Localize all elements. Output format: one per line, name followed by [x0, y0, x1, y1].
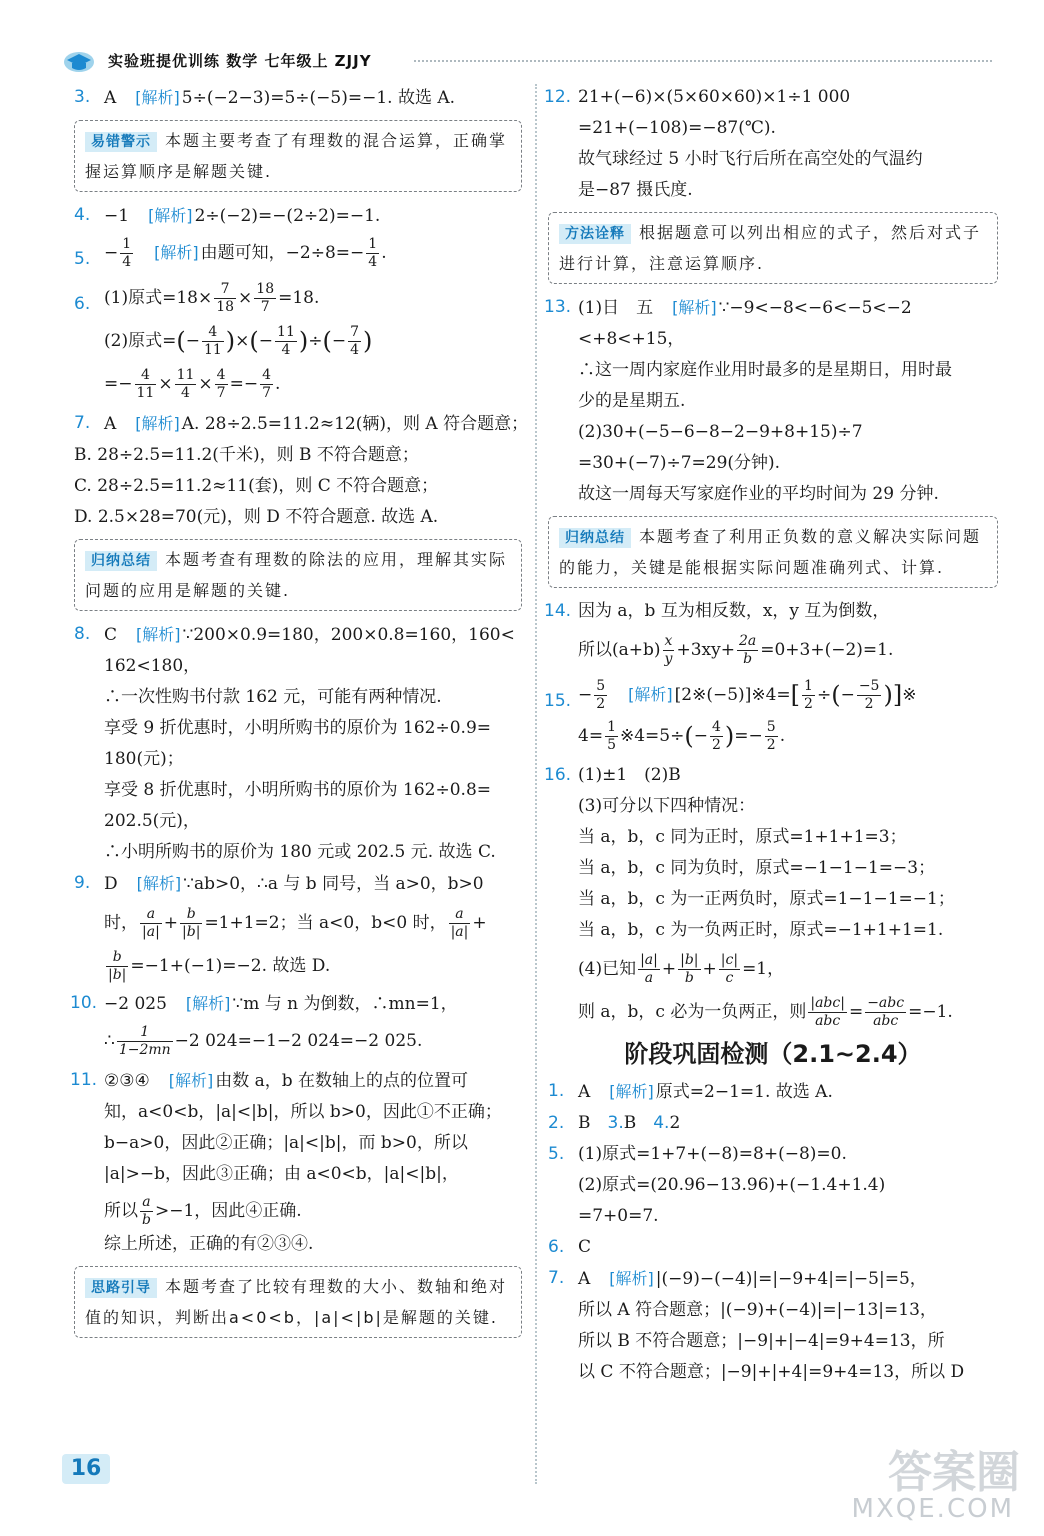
- answer-8: 8. C [解析] ∵200×0.9=180，200×0.8=160，160< 162<180， ∴一次性购书付款 162 元，可能有两种情况. 享受 9 折优惠时，小明所购书的原价为 162÷0.9= 180(元)； 享受 8 折优惠时，小明所购书的原价为 162÷0.8= 202.5(元)， ∴小明所购书的原价为 180 元或 202.5 元. 故选 C.: [74, 619, 522, 868]
- stage-answer-2-4: 2. B 3.B 4.2: [548, 1108, 998, 1139]
- question-number: 7.: [74, 413, 91, 433]
- answer-3: 3. A [解析] 5÷(−2−3)=5÷(−5)=−1. 故选 A.: [74, 82, 522, 114]
- watermark-logo: 答案圈: [888, 1447, 1020, 1498]
- header-title: 实验班提优训练 数学 七年级上 ZJJY: [108, 52, 372, 70]
- summary-label: 归纳总结: [85, 551, 157, 571]
- question-number: 11.: [70, 1070, 98, 1090]
- answer-9: 9. D [解析] ∵ab>0，∴a 与 b 同号，当 a>0，b>0 时， $\frac{a}{|a|}$ + $\frac{b}{|b|}$ =1+1=2；当 a<0，b<0 时， $\frac{a}{|a|}$ + $\frac{b}{|b|}$ =−1+(−1)=−2. 故选 D.: [74, 868, 522, 984]
- question-number: 2.: [548, 1113, 565, 1133]
- question-number: 6.: [74, 294, 91, 314]
- answer-13: 13. (1)日 五 [解析] ∵−9<−8<−6<−5<−2 <+8<+15， ∴这一周内家庭作业用时最多的是星期日，用时最 少的是星期五. (2)30+(−5−6−8−2−9+8+15)÷7 =30+(−7)÷7=29(分钟). 故这一周每天写家庭作业的平均时间为 29 分钟.: [548, 292, 998, 510]
- method-text: 根据题意可以列出相应的式子，然后对式子进行计算，注意运算顺序.: [559, 223, 982, 273]
- summary-label: 归纳总结: [559, 528, 631, 548]
- question-number: 12.: [544, 87, 572, 107]
- graduation-cap-icon: [62, 48, 96, 74]
- question-number: 7.: [548, 1268, 565, 1288]
- page-number: 16: [62, 1454, 110, 1484]
- question-number: 14.: [544, 601, 572, 621]
- page-header: [62, 44, 992, 78]
- question-number: 13.: [544, 297, 572, 317]
- answer-6: 6. (1)原式=18× $\frac{7}{18}$ × $\frac{18}{7}$ =18. (2)原式=(− $\frac{4}{11}$ )×(− $\frac{11}{4}$ )÷(− $\frac{7}{4}$ ) =− $\frac{4}{11}$ × $\frac{11}{4}$ × $\frac{4}{7}$ =− $\frac{4}{7}$ .: [74, 281, 373, 401]
- tip-label: 易错警示: [85, 132, 157, 152]
- summary-text: 本题考查有理数的除法的应用，理解其实际问题的应用是解题的关键.: [85, 550, 508, 600]
- guide-label: 思路引导: [85, 1278, 157, 1298]
- question-number: 16.: [544, 765, 572, 785]
- tip-text: 本题主要考查了有理数的混合运算，正确掌握运算顺序是解题关键.: [85, 131, 508, 181]
- question-number: 8.: [74, 624, 91, 644]
- summary-text: 本题考查了利用正负数的意义解决实际问题的能力，关键是能根据实际问题准确列式、计算.: [559, 527, 982, 577]
- tip-box: [74, 120, 522, 192]
- watermark-url: MXQE.COM: [851, 1494, 1014, 1524]
- answer-5: 5. − $\frac{1}{4}$ [解析] 由题可知，−2÷8=− $\frac{1}{4}$ .: [74, 236, 522, 271]
- analysis-tag: [解析]: [135, 88, 180, 107]
- question-number: 1.: [548, 1081, 565, 1101]
- stage-answer-6: 6. C: [548, 1232, 998, 1263]
- question-number: 3.: [74, 87, 91, 107]
- answer-14: 14. 因为 a，b 互为相反数，x，y 互为倒数， 所以(a+b) $\frac{x}{y}$ +3xy+ $\frac{2a}{b}$ =0+3+(−2)=1.: [548, 596, 998, 668]
- question-number: 9.: [74, 873, 91, 893]
- stage-answer-5: 5. (1)原式=1+7+(−8)=8+(−8)=0. (2)原式=(20.96−13.96)+(−1.4+1.4) =7+0=7.: [548, 1139, 998, 1232]
- answer-12: 12. 21+(−6)×(5×60×60)×1÷1 000 =21+(−108)=−87(℃). 故气球经过 5 小时飞行后所在高空处的气温约 是−87 摄氏度.: [548, 82, 998, 206]
- guide-box: [74, 1266, 522, 1338]
- guide-text: 本题考查了比较有理数的大小、数轴和绝对值的知识，判断出a<0<b，|a|<|b|是解题的关键.: [85, 1277, 508, 1327]
- question-number: 5.: [548, 1144, 565, 1164]
- fraction: $\frac{1}{4}$: [368, 236, 378, 270]
- answer-15: 15. − $\frac{5}{2}$ [解析] [2※(−5)]※4=[ $\frac{1}{2}$ ÷(− $\frac{-5}{2}$ )]※ 4= $\frac{1}{5}$ ※4=5÷(− $\frac{4}{2}$ )=− $\frac{5}{2}$ .: [544, 678, 917, 753]
- header-rule: [414, 60, 992, 62]
- section-title: 阶段巩固检测（2.1~2.4）: [624, 1040, 922, 1068]
- answer-11: 11. ②③④ [解析] 由数 a，b 在数轴上的点的位置可 知，a<0<b，|a|<|b|，所以 b>0，因此①不正确； b−a>0，因此②正确；|a|<|b|，而 b>0，所以 |a|>−b，因此③正确；由 a<0<b，|a|<|b|， 所以 $\frac{a}{b}$ >−1，因此④正确. 综上所述，正确的有②③④.: [74, 1065, 522, 1260]
- question-number: 6.: [548, 1237, 565, 1257]
- left-column: 3. A [解析] 5÷(−2−3)=5÷(−5)=−1. 故选 A. 易错警示 本题主要考查了有理数的混合运算，正确掌握运算顺序是解题关键. 4. −1 [解析] 2÷(−2)=−(2÷2)=−1. 5. − $\frac{1}{4}$ [解析] 由题可知，−2÷8=− $\frac{1}{4}$ . 6. (1)原式=18× $\frac{7}{18}$ × $\frac{18}{7}$ =18. (2)原式=(− $\frac{4}{11}$ )×(− $\frac{11}{4}$ )÷(− $\frac{7}{4}$ ) =− $\frac{4}{11}$ × $\frac{11}{4}$ × $\frac{4}{7}$ =− $\frac{4}{7}$ . 7. A [解析] A. 28÷2.5=11.2≈12(辆)，则 A 符合题意； B. 28÷2.5=11.2(千米)，则 B 不符合题意； C. 28÷2.5=11.2≈11(套)，则 C 不符合题意； D. 2.5×28=70(元)，则 D 不符合题意. 故选 A. 归纳总结 本题考查有理数的除法的应用，理解其实际问题的应用是解题的关键. 8. C [解析] ∵200×0.9=180，200×0.8=160，160< 162<180， ∴一次性购书付款 162 元，可能有两种情况. 享受 9 折优惠时，小明所购书的原价为 162÷0.9= 180(元)； 享受 8 折优惠时，小明所购书的原价为 162÷0.8= 202.5(元)， ∴小明所购书的原价为 180 元或 202.5 元. 故选 C. 9. D [解析] ∵ab>0，∴a 与 b 同号，当 a>0，b>0 时， $\frac{a}{|a|}$ + $\frac{b}{|b|}$ =1+1=2；当 a<0，b<0 时， $\frac{a}{|a|}$ + $\frac{b}{|b|}$ =−1+(−1)=−2. 故选 D. 10. −2 025 [解析] ∵m 与 n 为倒数，∴mn=1， ∴ $\frac{1}{1-2mn}$ −2 024=−1−2 024=−2 025. 11. ②③④ [解析] 由数 a，b 在数轴上的点的位置可 知，a<0<b，|a|<|b|，所以 b>0，因此①不正确； b−a>0，因此②正确；|a|<|b|，而 b>0，所以 |a|>−b，因此③正确；由 a<0<b，|a|<|b|， 所以 $\frac{a}{b}$ >−1，因此④正确. 综上所述，正确的有②③④. 思路引导 本题考查了比较有理数的大小、数轴和绝对值的知识，判断出a<0<b，|a|<|b|是解题的关键.: [74, 82, 522, 1346]
- method-label: 方法诠释: [559, 224, 631, 244]
- summary-box: [74, 539, 522, 611]
- answer-4: 4. −1 [解析] 2÷(−2)=−(2÷2)=−1.: [74, 200, 522, 232]
- right-column: [544, 82, 998, 1388]
- fraction: $\frac{1}{4}$: [122, 236, 132, 270]
- answer-7: 7. A [解析] A. 28÷2.5=11.2≈12(辆)，则 A 符合题意；: [74, 408, 522, 440]
- summary-box-2: [548, 516, 998, 588]
- answer-16: 16. (1)±1 (2)B (3)可分以下四种情况： 当 a，b，c 同为正时，原式=1+1+1=3； 当 a，b，c 同为负时，原式=−1−1−1=−3； 当 a，b，c 为一正两负时，原式=1−1−1=−1； 当 a，b，c 为一负两正时，原式=−1+1+1=1. (4)已知 $\frac{|a|}{a}$ + $\frac{|b|}{b}$ + $\frac{|c|}{c}$ =1， 则 a，b，c 必为一负两正，则 $\frac{\text{|abc|}}{\text{abc}}$ = $\frac{\text{−abc}}{\text{abc}}$ =−1.: [548, 760, 998, 1030]
- stage-answer-1: 1. A [解析] 原式=2−1=1. 故选 A.: [548, 1076, 998, 1108]
- question-number: 10.: [70, 993, 98, 1013]
- method-box: [548, 212, 998, 284]
- question-number: 4.: [74, 205, 91, 225]
- question-number: 15.: [544, 691, 572, 711]
- stage-answer-7: 7. A [解析] |(−9)−(−4)|=|−9+4|=|−5|=5， 所以 A 符合题意；|(−9)+(−4)|=|−13|=13， 所以 B 不符合题意；|−9|+|−4|=9+4=13，所 以 C 不符合题意；|−9|+|+4|=9+4=13，所以 D: [548, 1263, 998, 1388]
- answer-10: 10. −2 025 [解析] ∵m 与 n 为倒数，∴mn=1， ∴ $\frac{1}{1-2mn}$ −2 024=−1−2 024=−2 025.: [74, 988, 522, 1059]
- question-number: 5.: [74, 249, 91, 269]
- column-divider: [535, 84, 537, 1484]
